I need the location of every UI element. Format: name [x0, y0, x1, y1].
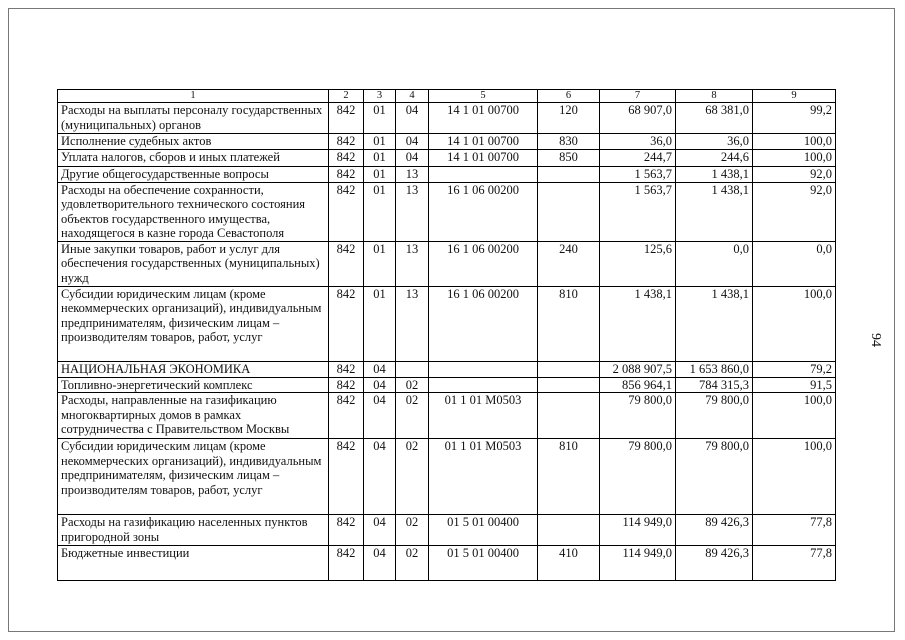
cell-section: 04: [364, 515, 396, 546]
cell-section: 01: [364, 286, 396, 361]
row-name: Расходы на обеспечение сохранности, удовлетворительного технического состояния объектов государственного имущества, находящегося в казне города Севастополя: [58, 182, 329, 241]
row-name: Расходы, направленные на газификацию многоквартирных домов в рамках сотрудничества с Правительством Москвы: [58, 393, 329, 439]
cell-subsection: 13: [396, 241, 429, 286]
cell-actual: 0,0: [676, 241, 753, 286]
cell-subsection: 02: [396, 546, 429, 581]
cell-actual: 89 426,3: [676, 515, 753, 546]
cell-code: 842: [329, 241, 364, 286]
cell-subsection: 13: [396, 167, 429, 183]
row-name: Расходы на выплаты персоналу государственных (муниципальных) органов: [58, 103, 329, 134]
cell-actual: 68 381,0: [676, 103, 753, 134]
cell-section: 01: [364, 134, 396, 150]
cell-plan: 79 800,0: [600, 393, 676, 439]
cell-target: 16 1 06 00200: [429, 286, 538, 361]
cell-section: 04: [364, 377, 396, 393]
cell-subsection: 13: [396, 286, 429, 361]
cell-subsection: 04: [396, 134, 429, 150]
cell-code: 842: [329, 103, 364, 134]
cell-type: 850: [538, 150, 600, 167]
cell-type: 120: [538, 103, 600, 134]
cell-code: 842: [329, 134, 364, 150]
table-row: [58, 150, 836, 167]
table-row: [58, 546, 836, 581]
cell-code: 842: [329, 515, 364, 546]
cell-type: [538, 515, 600, 546]
cell-section: 01: [364, 150, 396, 167]
cell-code: 842: [329, 286, 364, 361]
cell-actual: 244,6: [676, 150, 753, 167]
cell-percent: 0,0: [753, 241, 836, 286]
header-cell: 2: [329, 90, 364, 103]
row-name: Исполнение судебных актов: [58, 134, 329, 150]
budget-table: [57, 89, 836, 581]
cell-plan: 68 907,0: [600, 103, 676, 134]
row-name: Субсидии юридическим лицам (кроме некоммерческих организаций), индивидуальным предпринимателям, физическим лицам – производителям товаров, работ, услуг: [58, 439, 329, 515]
cell-code: 842: [329, 167, 364, 183]
cell-plan: 244,7: [600, 150, 676, 167]
cell-target: [429, 167, 538, 183]
header-row: [58, 90, 836, 103]
cell-plan: 2 088 907,5: [600, 361, 676, 377]
cell-percent: 100,0: [753, 286, 836, 361]
cell-section: 04: [364, 361, 396, 377]
table-row: [58, 241, 836, 286]
cell-actual: 1 438,1: [676, 167, 753, 183]
cell-actual: 1 438,1: [676, 182, 753, 241]
page-number: 94: [868, 333, 883, 347]
cell-percent: 100,0: [753, 393, 836, 439]
cell-subsection: 02: [396, 377, 429, 393]
row-name: Другие общегосударственные вопросы: [58, 167, 329, 183]
cell-percent: 100,0: [753, 134, 836, 150]
cell-target: 14 1 01 00700: [429, 103, 538, 134]
table-row: [58, 377, 836, 393]
cell-target: [429, 361, 538, 377]
cell-actual: 784 315,3: [676, 377, 753, 393]
header-cell: 6: [538, 90, 600, 103]
cell-plan: 79 800,0: [600, 439, 676, 515]
cell-percent: 77,8: [753, 515, 836, 546]
cell-section: 04: [364, 393, 396, 439]
cell-subsection: 13: [396, 182, 429, 241]
cell-code: 842: [329, 393, 364, 439]
header-cell: 5: [429, 90, 538, 103]
table-row: [58, 515, 836, 546]
cell-section: 04: [364, 546, 396, 581]
cell-percent: 99,2: [753, 103, 836, 134]
cell-target: 16 1 06 00200: [429, 182, 538, 241]
cell-target: 01 1 01 M0503: [429, 393, 538, 439]
cell-plan: 36,0: [600, 134, 676, 150]
row-name: Бюджетные инвестиции: [58, 546, 329, 581]
cell-subsection: [396, 361, 429, 377]
cell-code: 842: [329, 182, 364, 241]
cell-section: 01: [364, 167, 396, 183]
cell-target: [429, 377, 538, 393]
cell-percent: 92,0: [753, 167, 836, 183]
cell-percent: 100,0: [753, 439, 836, 515]
cell-code: 842: [329, 361, 364, 377]
cell-actual: 1 653 860,0: [676, 361, 753, 377]
cell-type: 810: [538, 286, 600, 361]
cell-actual: 79 800,0: [676, 393, 753, 439]
cell-target: 16 1 06 00200: [429, 241, 538, 286]
table-row: [58, 286, 836, 361]
cell-plan: 1 563,7: [600, 167, 676, 183]
cell-code: 842: [329, 546, 364, 581]
header-cell: 4: [396, 90, 429, 103]
cell-type: 830: [538, 134, 600, 150]
cell-code: 842: [329, 439, 364, 515]
table-row: [58, 167, 836, 183]
cell-section: 04: [364, 439, 396, 515]
header-cell: 8: [676, 90, 753, 103]
header-cell: 1: [58, 90, 329, 103]
cell-subsection: 02: [396, 515, 429, 546]
cell-plan: 1 563,7: [600, 182, 676, 241]
row-name: Иные закупки товаров, работ и услуг для обеспечения государственных (муниципальных) нужд: [58, 241, 329, 286]
cell-plan: 125,6: [600, 241, 676, 286]
cell-target: 01 1 01 M0503: [429, 439, 538, 515]
cell-target: 14 1 01 00700: [429, 150, 538, 167]
cell-code: 842: [329, 377, 364, 393]
cell-subsection: 02: [396, 393, 429, 439]
cell-type: [538, 377, 600, 393]
cell-type: 410: [538, 546, 600, 581]
table-row: [58, 439, 836, 515]
cell-plan: 114 949,0: [600, 515, 676, 546]
row-name: НАЦИОНАЛЬНАЯ ЭКОНОМИКА: [58, 361, 329, 377]
header-cell: 3: [364, 90, 396, 103]
cell-target: 01 5 01 00400: [429, 546, 538, 581]
cell-percent: 77,8: [753, 546, 836, 581]
cell-actual: 36,0: [676, 134, 753, 150]
table-row: [58, 134, 836, 150]
cell-subsection: 04: [396, 150, 429, 167]
cell-percent: 79,2: [753, 361, 836, 377]
cell-percent: 92,0: [753, 182, 836, 241]
cell-section: 01: [364, 241, 396, 286]
cell-type: [538, 167, 600, 183]
cell-actual: 1 438,1: [676, 286, 753, 361]
cell-type: 810: [538, 439, 600, 515]
cell-type: [538, 361, 600, 377]
table-row: [58, 103, 836, 134]
cell-actual: 89 426,3: [676, 546, 753, 581]
cell-subsection: 04: [396, 103, 429, 134]
cell-percent: 100,0: [753, 150, 836, 167]
cell-actual: 79 800,0: [676, 439, 753, 515]
table-row: [58, 361, 836, 377]
cell-plan: 114 949,0: [600, 546, 676, 581]
row-name: Расходы на газификацию населенных пунктов пригородной зоны: [58, 515, 329, 546]
cell-target: 01 5 01 00400: [429, 515, 538, 546]
cell-plan: 856 964,1: [600, 377, 676, 393]
row-name: Уплата налогов, сборов и иных платежей: [58, 150, 329, 167]
cell-type: 240: [538, 241, 600, 286]
table-row: [58, 182, 836, 241]
header-cell: 9: [753, 90, 836, 103]
row-name: Топливно-энергетический комплекс: [58, 377, 329, 393]
cell-type: [538, 393, 600, 439]
cell-plan: 1 438,1: [600, 286, 676, 361]
cell-section: 01: [364, 182, 396, 241]
header-cell: 7: [600, 90, 676, 103]
cell-section: 01: [364, 103, 396, 134]
cell-subsection: 02: [396, 439, 429, 515]
cell-type: [538, 182, 600, 241]
cell-target: 14 1 01 00700: [429, 134, 538, 150]
table-row: [58, 393, 836, 439]
cell-code: 842: [329, 150, 364, 167]
cell-percent: 91,5: [753, 377, 836, 393]
row-name: Субсидии юридическим лицам (кроме некоммерческих организаций), индивидуальным предпринимателям, физическим лицам – производителям товаров, работ, услуг: [58, 286, 329, 361]
